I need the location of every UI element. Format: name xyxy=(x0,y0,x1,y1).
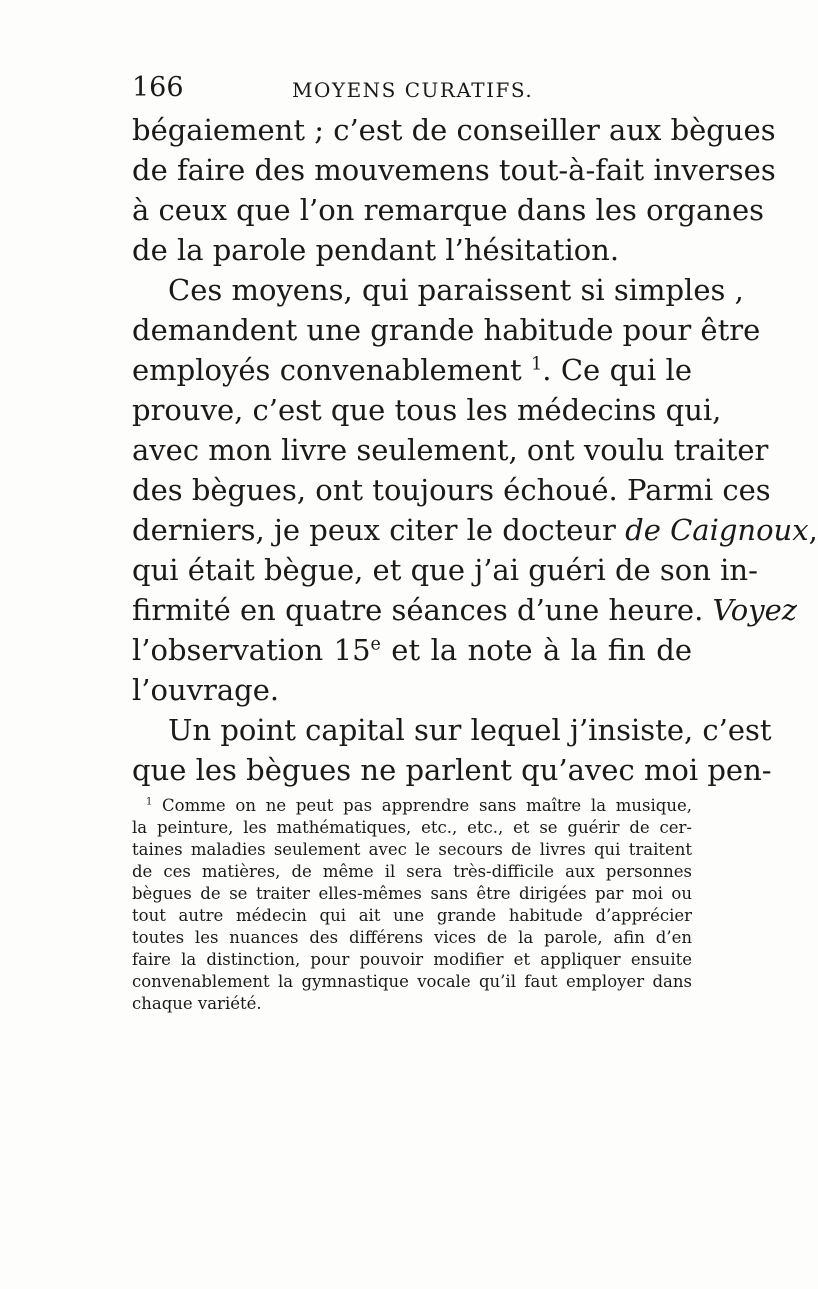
footnote-line: taines maladies seulement avec le secours de livres qui traitent xyxy=(132,840,692,859)
text-segment: firmité en quatre séances d’une heure. xyxy=(132,593,704,627)
italic-name: de Caignoux xyxy=(625,513,809,547)
text-line: demandent une grande habitude pour être xyxy=(132,313,761,347)
text-segment: l’observation 15 xyxy=(132,633,371,667)
text-line: de faire des mouvemens tout-à-fait inverses xyxy=(132,153,776,187)
text-line: l’ouvrage. xyxy=(132,673,280,707)
text-line: à ceux que l’on remarque dans les organes xyxy=(132,193,764,227)
footnote-line: faire la distinction, pour pouvoir modifier et appliquer ensuite xyxy=(132,950,692,969)
footnote-line xyxy=(146,795,692,817)
text-line xyxy=(132,510,818,550)
footnote-line: chaque variété. xyxy=(132,994,262,1013)
text-segment: et la note à la fin de xyxy=(380,633,692,667)
footnote-ref: 1 xyxy=(531,354,543,375)
text-line: que les bègues ne parlent qu’avec moi pen- xyxy=(132,753,772,787)
running-title: MOYENS CURATIFS. xyxy=(292,78,534,102)
text-segment: derniers, je peux citer le docteur xyxy=(132,513,616,547)
text-line: prouve, c’est que tous les médecins qui, xyxy=(132,393,722,427)
text-line xyxy=(132,590,798,630)
page-header xyxy=(132,72,652,112)
footnote-line: la peinture, les mathématiques, etc., etc., et se guérir de cer- xyxy=(132,818,692,837)
text-line: de la parole pendant l’hésitation. xyxy=(132,233,620,267)
text-line: avec mon livre seulement, ont voulu traiter xyxy=(132,433,769,467)
footnote-line: bègues de se traiter elles-mêmes sans être dirigées par moi ou xyxy=(132,884,692,903)
text-line: Un point capital sur lequel j’insiste, c’est xyxy=(168,713,772,747)
text-line: Ces moyens, qui paraissent si simples , xyxy=(168,273,744,307)
text-line xyxy=(132,630,692,670)
italic-reference: Voyez xyxy=(712,593,798,627)
text-line: des bègues, ont toujours échoué. Parmi ces xyxy=(132,473,771,507)
text-line: bégaiement ; c’est de conseiller aux bègues xyxy=(132,113,776,147)
footnote-line: de ces matières, de même il sera très-difficile aux personnes xyxy=(132,862,692,881)
ordinal-superscript: e xyxy=(370,634,381,655)
page-number: 166 xyxy=(132,72,184,103)
footnote-line: convenablement la gymnastique vocale qu’il faut employer dans xyxy=(132,972,692,991)
text-line xyxy=(132,350,692,390)
footnote-line: toutes les nuances des différens vices de la parole, afin d’en xyxy=(132,928,692,947)
text-segment: . Ce qui le xyxy=(542,353,692,387)
text-segment: employés convenablement xyxy=(132,353,522,387)
text-segment: , xyxy=(808,513,818,547)
text-line: qui était bègue, et que j’ai guéri de son in- xyxy=(132,553,758,587)
footnote-text: Comme on ne peut pas apprendre sans maître la musique, xyxy=(162,796,692,815)
footnote-line: tout autre médecin qui ait une grande habitude d’apprécier xyxy=(132,906,692,925)
footnote-marker: 1 xyxy=(146,796,153,808)
